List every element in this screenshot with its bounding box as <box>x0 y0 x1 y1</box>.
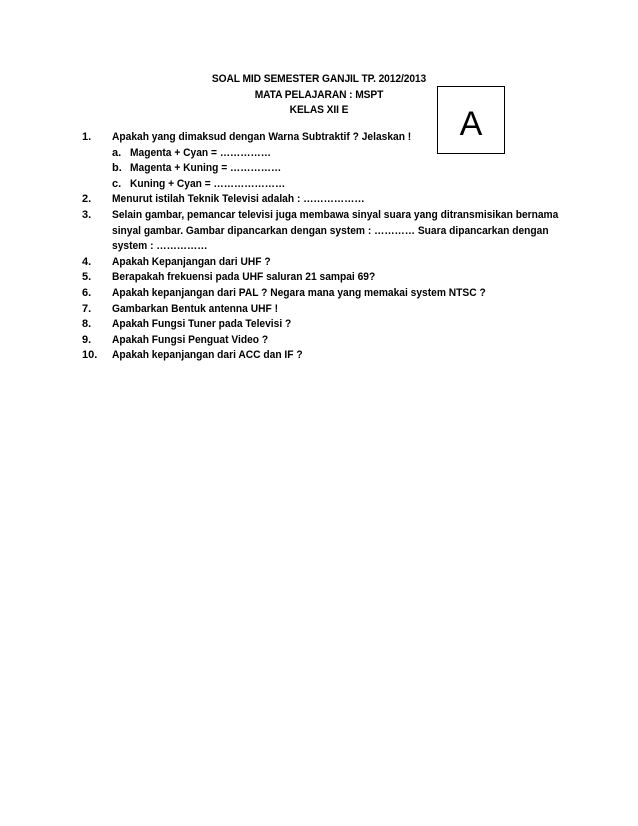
option-letter: b. <box>112 162 122 175</box>
question-text: Berapakah frekuensi pada UHF saluran 21 sampai 69? <box>112 271 376 284</box>
question-1-option-c <box>82 177 582 193</box>
question-number: 5. <box>82 271 92 284</box>
question-text: Apakah Fungsi Penguat Video ? <box>112 333 269 346</box>
question-number: 2. <box>82 193 92 206</box>
question-text: Apakah kepanjangan dari ACC dan IF ? <box>112 349 303 362</box>
option-letter: a. <box>112 146 122 159</box>
question-number: 1. <box>82 131 92 143</box>
option-text: Magenta + Cyan = …………… <box>130 146 271 159</box>
exam-header <box>0 72 638 119</box>
question-text: Apakah yang dimaksud dengan Warna Subtraktif ? Jelaskan ! <box>112 131 412 143</box>
option-text: Magenta + Kuning = …………… <box>130 162 282 175</box>
question-5 <box>82 270 582 286</box>
question-4 <box>82 255 582 271</box>
question-number: 4. <box>82 255 92 268</box>
subject-line: MATA PELAJARAN : MSPT <box>254 88 384 101</box>
question-text-line: Selain gambar, pemancar televisi juga membawa sinyal suara yang ditransmisikan bernama <box>112 208 559 221</box>
question-1-option-b <box>82 161 582 177</box>
question-number: 3. <box>82 208 92 221</box>
exam-title: SOAL MID SEMESTER GANJIL TP. 2012/2013 <box>211 73 427 85</box>
question-text: Apakah kepanjangan dari PAL ? Negara mana yang memakai system NTSC ? <box>112 286 486 299</box>
question-text-line: system : …………… <box>112 240 208 253</box>
question-3 <box>82 208 582 255</box>
question-text: Apakah Fungsi Tuner pada Televisi ? <box>112 318 292 331</box>
question-text <box>112 208 558 255</box>
question-9 <box>82 333 582 349</box>
question-1 <box>82 130 582 146</box>
question-list <box>82 130 582 364</box>
question-text-line: sinyal gambar. Gambar dipancarkan dengan system : ………… Suara dipancarkan dengan <box>112 224 549 237</box>
question-7 <box>82 302 582 318</box>
question-number: 10. <box>82 349 98 362</box>
question-text: Gambarkan Bentuk antenna UHF ! <box>112 302 278 315</box>
question-8 <box>82 317 582 333</box>
question-number: 6. <box>82 286 92 299</box>
exam-variant-letter: A <box>459 105 483 143</box>
question-2 <box>82 192 582 208</box>
option-letter: c. <box>112 177 122 190</box>
question-6 <box>82 286 582 302</box>
question-number: 9. <box>82 333 92 346</box>
option-text: Kuning + Cyan = ………………… <box>130 177 286 190</box>
question-10 <box>82 348 582 364</box>
question-text: Apakah Kepanjangan dari UHF ? <box>112 255 271 268</box>
question-number: 8. <box>82 318 92 331</box>
question-number: 7. <box>82 302 92 315</box>
class-line: KELAS XII E <box>289 104 349 116</box>
question-1-option-a <box>82 146 582 162</box>
question-text: Menurut istilah Teknik Televisi adalah : ……………… <box>112 193 365 206</box>
